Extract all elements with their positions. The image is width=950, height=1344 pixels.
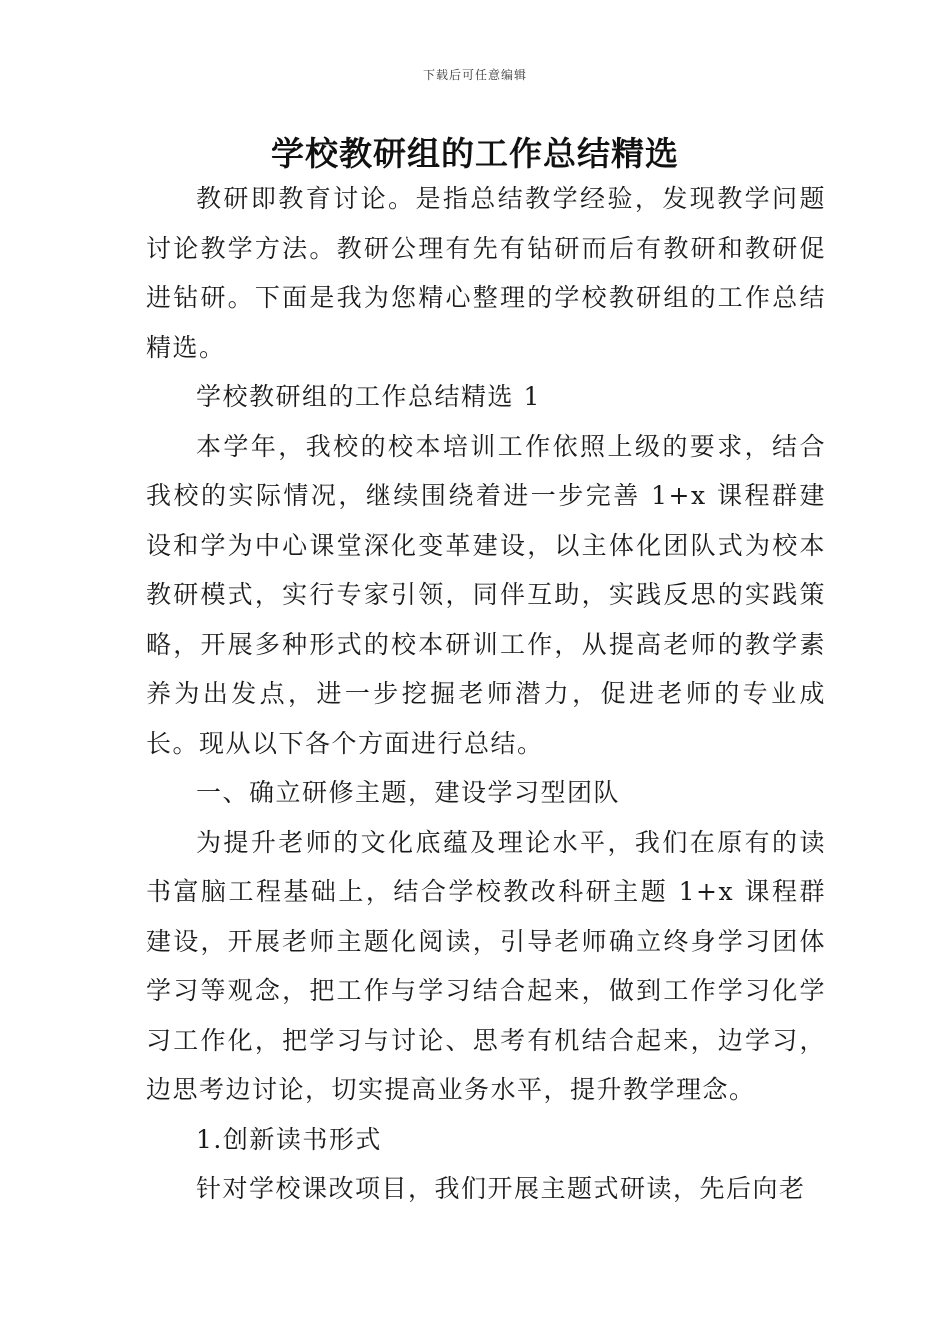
header-note: 下载后可任意编辑 (422, 68, 527, 82)
item-heading-1: 1.创新读书形式 (196, 1124, 382, 1154)
paragraph-reading: 针对学校课改项目，我们开展主题式研读，先后向老 (196, 1174, 806, 1203)
document-title: 学校教研组的工作总结精选 (271, 134, 679, 173)
document-body (146, 174, 826, 1214)
paragraph-summary: 本学年，我校的校本培训工作依照上级的要求，结合我校的实际情况，继续围绕着进一步完善 1+x 课程群建设和学为中心课堂深化变革建设，以主体化团队式为校本教研模式，实行专家引领，同伴互助，实践反思的实践策略，开展多种形式的校本研训工作，从提高老师的教学素养为出发点，进一步挖掘老师潜力，促进老师的专业成长。现从以下各个方面进行总结。 (146, 431, 826, 758)
paragraph-intro: 教研即教育讨论。是指总结教学经验，发现教学问题讨论教学方法。教研公理有先有钻研而后有教研和教研促进钻研。下面是我为您精心整理的学校教研组的工作总结精选。 (146, 184, 826, 362)
subsection-heading-1: 一、确立研修主题，建设学习型团队 (196, 778, 621, 807)
section-heading-1: 学校教研组的工作总结精选 1 (196, 382, 541, 411)
paragraph-study: 为提升老师的文化底蕴及理论水平，我们在原有的读书富脑工程基础上，结合学校教改科研主题 1+x 课程群建设，开展老师主题化阅读，引导老师确立终身学习团体学习等观念，把工作与学习结合起来，做到工作学习化学习工作化，把学习与讨论、思考有机结合起来，边学习，边思考边讨论，切实提高业务水平，提升教学理念。 (146, 827, 826, 1104)
